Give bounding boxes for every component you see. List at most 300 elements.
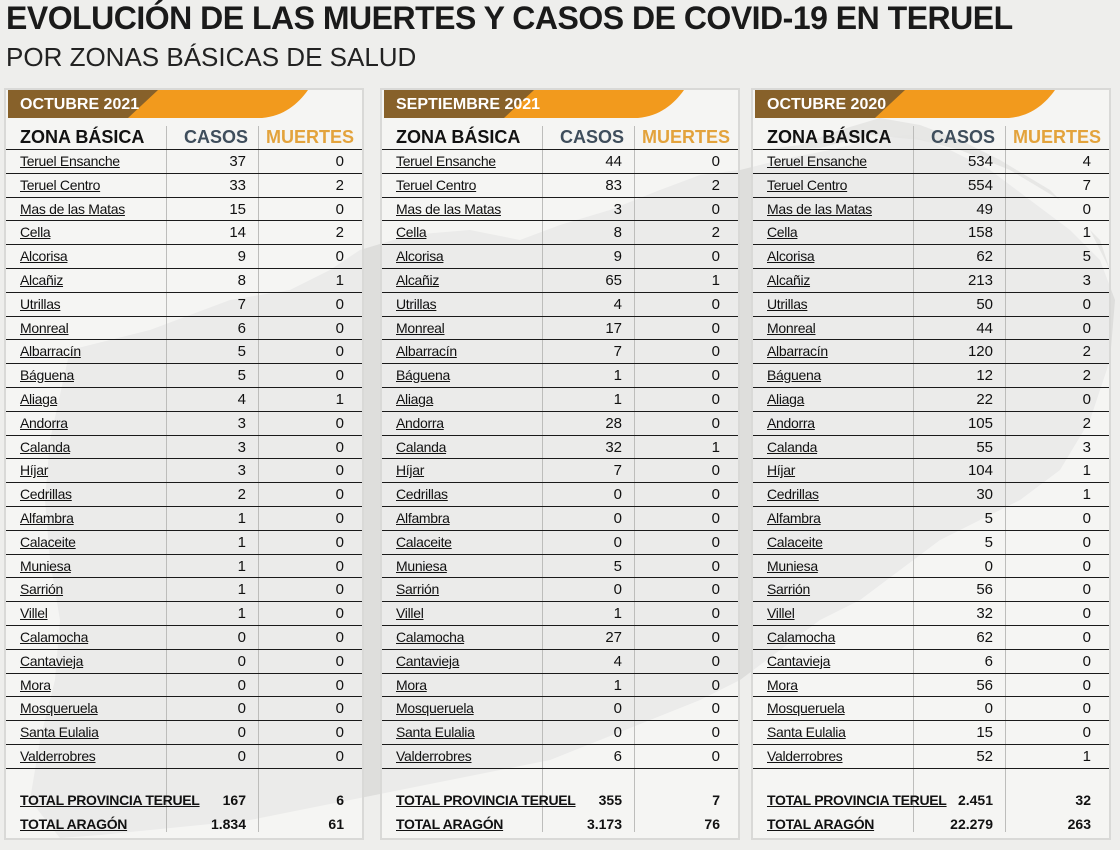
table-panel-inner	[6, 90, 362, 838]
total-casos: 355	[598, 792, 622, 808]
total-muertes: 6	[336, 792, 344, 808]
casos-value: 8	[237, 271, 246, 289]
zona-name: Andorra	[20, 414, 68, 431]
table-row	[753, 149, 1109, 173]
table-row	[6, 625, 362, 649]
zona-name: Cedrillas	[396, 486, 448, 503]
casos-value: 50	[976, 295, 993, 313]
zona-name: Aliaga	[767, 390, 805, 407]
muertes-value: 0	[711, 628, 720, 646]
casos-value: 104	[967, 462, 993, 480]
total-muertes: 61	[328, 816, 344, 832]
zona-name: Albarracín	[396, 343, 457, 360]
muertes-value: 0	[1082, 390, 1091, 408]
muertes-value: 0	[335, 747, 344, 765]
muertes-value: 0	[711, 343, 720, 361]
table-row	[753, 268, 1109, 292]
table-row	[6, 435, 362, 459]
casos-value: 0	[613, 509, 622, 527]
casos-value: 8	[613, 224, 622, 242]
casos-value: 0	[613, 581, 622, 599]
zona-name: Híjar	[767, 462, 796, 479]
casos-value: 5	[984, 509, 993, 527]
table-row	[753, 387, 1109, 411]
table-row	[382, 482, 738, 506]
zona-name: Mosqueruela	[396, 700, 474, 717]
zona-name: Alcorisa	[767, 248, 815, 265]
casos-value: 33	[229, 176, 246, 194]
table-row	[382, 530, 738, 554]
muertes-value: 2	[1082, 367, 1091, 385]
table-panel-1	[380, 88, 740, 840]
zona-name: Sarrión	[767, 581, 811, 598]
table-panel-0	[4, 88, 364, 840]
table-rows	[753, 149, 1109, 768]
casos-value: 534	[967, 153, 993, 170]
total-aragon-row	[753, 816, 1109, 838]
muertes-value: 2	[335, 224, 344, 242]
casos-value: 65	[605, 271, 622, 289]
period-banner	[8, 90, 308, 118]
muertes-value: 5	[1082, 248, 1091, 266]
total-casos: 167	[222, 792, 246, 808]
muertes-value: 0	[1082, 319, 1091, 337]
casos-value: 1	[613, 676, 622, 694]
casos-value: 12	[976, 367, 993, 385]
total-label: TOTAL PROVINCIA TERUEL	[20, 792, 200, 808]
table-row	[753, 363, 1109, 387]
muertes-value: 0	[711, 700, 720, 718]
muertes-value: 0	[335, 581, 344, 599]
casos-value: 7	[613, 343, 622, 361]
total-casos: 3.173	[586, 816, 622, 832]
muertes-value: 0	[335, 605, 344, 623]
casos-value: 14	[229, 224, 246, 242]
muertes-value: 0	[335, 438, 344, 456]
table-row	[753, 554, 1109, 578]
casos-value: 32	[605, 438, 622, 456]
casos-value: 1	[237, 509, 246, 527]
casos-value: 1	[613, 390, 622, 408]
table-row	[753, 506, 1109, 530]
muertes-value: 1	[335, 271, 344, 289]
rows-bottom-line	[753, 768, 1109, 769]
table-row	[6, 720, 362, 744]
zona-name: Valderrobres	[20, 747, 96, 764]
muertes-value: 0	[711, 390, 720, 408]
table-row	[382, 387, 738, 411]
muertes-value: 0	[711, 295, 720, 313]
header-muertes: MUERTES	[1013, 127, 1102, 147]
muertes-value: 4	[1082, 153, 1091, 170]
zona-name: Santa Eulalia	[20, 724, 99, 741]
casos-value: 32	[976, 605, 993, 623]
zona-name: Alfambra	[396, 509, 450, 526]
table-row	[6, 149, 362, 173]
table-row	[382, 458, 738, 482]
zona-name: Alcorisa	[396, 248, 444, 265]
table-row	[382, 363, 738, 387]
table-row	[6, 649, 362, 673]
zona-name: Teruel Ensanche	[767, 153, 867, 169]
table-row	[6, 696, 362, 720]
total-aragon-row	[6, 816, 362, 838]
zona-name: Cedrillas	[767, 486, 819, 503]
table-row	[753, 197, 1109, 221]
zona-name: Alcorisa	[20, 248, 68, 265]
muertes-value: 0	[711, 581, 720, 599]
total-provincia-row	[753, 792, 1109, 814]
zona-name: Calanda	[396, 438, 447, 455]
zona-name: Báguena	[767, 367, 821, 384]
table-panel-inner	[753, 90, 1109, 838]
muertes-value: 0	[335, 533, 344, 551]
muertes-value: 0	[711, 747, 720, 765]
muertes-value: 3	[1082, 438, 1091, 456]
muertes-value: 0	[335, 319, 344, 337]
casos-value: 0	[237, 724, 246, 742]
header-casos: CASOS	[184, 127, 249, 147]
table-row	[753, 601, 1109, 625]
casos-value: 1	[613, 605, 622, 623]
table-row	[382, 220, 738, 244]
header-muertes: MUERTES	[642, 127, 731, 147]
zona-name: Calaceite	[396, 533, 452, 550]
zona-name: Mas de las Matas	[20, 200, 125, 217]
muertes-value: 0	[335, 367, 344, 385]
table-row	[6, 530, 362, 554]
muertes-value: 0	[335, 724, 344, 742]
table-row	[753, 435, 1109, 459]
header-zona: ZONA BÁSICA	[767, 127, 892, 147]
zona-name: Alfambra	[20, 509, 74, 526]
muertes-value: 0	[335, 509, 344, 527]
table-row	[6, 744, 362, 768]
casos-value: 105	[967, 414, 993, 432]
casos-value: 9	[237, 248, 246, 266]
casos-value: 17	[605, 319, 622, 337]
muertes-value: 0	[335, 200, 344, 218]
table-row	[382, 577, 738, 601]
muertes-value: 1	[1082, 224, 1091, 242]
table-row	[382, 506, 738, 530]
muertes-value: 1	[711, 438, 720, 456]
casos-value: 62	[976, 628, 993, 646]
zona-name: Cantavieja	[396, 652, 460, 669]
casos-value: 0	[237, 747, 246, 765]
casos-value: 6	[237, 319, 246, 337]
table-row	[382, 720, 738, 744]
zona-name: Teruel Ensanche	[20, 153, 120, 169]
muertes-value: 0	[335, 652, 344, 670]
casos-value: 37	[229, 153, 246, 170]
table-row	[382, 744, 738, 768]
muertes-value: 0	[711, 486, 720, 504]
casos-value: 52	[976, 747, 993, 765]
muertes-value: 2	[335, 176, 344, 194]
casos-value: 9	[613, 248, 622, 266]
table-row	[382, 696, 738, 720]
casos-value: 0	[237, 628, 246, 646]
muertes-value: 0	[711, 605, 720, 623]
zona-name: Mora	[396, 676, 427, 693]
casos-value: 2	[237, 486, 246, 504]
total-casos: 1.834	[210, 816, 246, 832]
zona-name: Monreal	[767, 319, 816, 336]
table-row	[6, 506, 362, 530]
table-row	[753, 649, 1109, 673]
muertes-value: 0	[335, 557, 344, 575]
zona-name: Sarrión	[20, 581, 64, 598]
table-row	[6, 482, 362, 506]
zona-name: Cantavieja	[20, 652, 84, 669]
casos-value: 62	[976, 248, 993, 266]
muertes-value: 0	[711, 319, 720, 337]
casos-value: 0	[613, 724, 622, 742]
zona-name: Cedrillas	[20, 486, 72, 503]
casos-value: 22	[976, 390, 993, 408]
table-row	[753, 625, 1109, 649]
table-row	[6, 173, 362, 197]
muertes-value: 0	[335, 700, 344, 718]
muertes-value: 0	[1082, 700, 1091, 718]
table-row	[6, 601, 362, 625]
zona-name: Monreal	[396, 319, 445, 336]
table-row	[753, 173, 1109, 197]
muertes-value: 0	[335, 414, 344, 432]
muertes-value: 0	[1082, 581, 1091, 599]
table-row	[382, 601, 738, 625]
casos-value: 0	[613, 533, 622, 551]
period-banner	[384, 90, 684, 118]
table-row	[382, 173, 738, 197]
table-row	[6, 268, 362, 292]
zona-name: Muniesa	[396, 557, 447, 574]
table-row	[6, 220, 362, 244]
table-row	[382, 411, 738, 435]
table-row	[382, 673, 738, 697]
zona-name: Alcañiz	[396, 271, 440, 288]
period-label: OCTUBRE 2021	[20, 96, 140, 113]
muertes-value: 0	[711, 676, 720, 694]
muertes-value: 0	[335, 248, 344, 266]
zona-name: Mosqueruela	[20, 700, 98, 717]
casos-value: 554	[967, 176, 993, 194]
table-row	[382, 268, 738, 292]
total-casos: 2.451	[957, 792, 993, 808]
table-row	[382, 649, 738, 673]
table-row	[6, 363, 362, 387]
zona-name: Andorra	[767, 414, 815, 431]
muertes-value: 0	[1082, 724, 1091, 742]
muertes-value: 0	[335, 676, 344, 694]
total-muertes: 32	[1075, 792, 1091, 808]
zona-name: Mas de las Matas	[396, 200, 501, 217]
total-provincia-row	[6, 792, 362, 814]
table-row	[753, 411, 1109, 435]
zona-name: Monreal	[20, 319, 69, 336]
period-banner	[755, 90, 1055, 118]
zona-name: Andorra	[396, 414, 444, 431]
total-muertes: 263	[1067, 816, 1091, 832]
casos-value: 0	[613, 486, 622, 504]
casos-value: 5	[237, 367, 246, 385]
casos-value: 6	[984, 652, 993, 670]
zona-name: Santa Eulalia	[396, 724, 475, 741]
casos-value: 1	[237, 605, 246, 623]
muertes-value: 1	[1082, 462, 1091, 480]
zona-name: Mora	[767, 676, 798, 693]
casos-value: 3	[237, 462, 246, 480]
zona-name: Calamocha	[396, 628, 465, 645]
muertes-value: 1	[1082, 747, 1091, 765]
muertes-value: 0	[711, 367, 720, 385]
table-row	[753, 744, 1109, 768]
muertes-value: 0	[1082, 652, 1091, 670]
zona-name: Albarracín	[767, 343, 828, 360]
muertes-value: 0	[335, 153, 344, 170]
table-rows	[6, 149, 362, 768]
casos-value: 7	[613, 462, 622, 480]
muertes-value: 0	[711, 724, 720, 742]
zona-name: Teruel Centro	[767, 176, 848, 193]
casos-value: 1	[237, 581, 246, 599]
zona-name: Utrillas	[767, 295, 808, 312]
casos-value: 1	[613, 367, 622, 385]
period-label: SEPTIEMBRE 2021	[396, 96, 541, 113]
muertes-value: 0	[711, 652, 720, 670]
table-row	[382, 554, 738, 578]
header-zona: ZONA BÁSICA	[20, 127, 145, 147]
total-label: TOTAL PROVINCIA TERUEL	[767, 792, 947, 808]
muertes-value: 0	[711, 248, 720, 266]
total-label: TOTAL ARAGÓN	[396, 816, 504, 832]
rows-bottom-line	[6, 768, 362, 769]
header-casos: CASOS	[931, 127, 996, 147]
total-label: TOTAL PROVINCIA TERUEL	[396, 792, 576, 808]
muertes-value: 2	[1082, 414, 1091, 432]
zona-name: Utrillas	[396, 295, 437, 312]
casos-value: 3	[237, 414, 246, 432]
casos-value: 3	[613, 200, 622, 218]
table-panel-2	[751, 88, 1111, 840]
table-row	[6, 316, 362, 340]
casos-value: 27	[605, 628, 622, 646]
table-row	[753, 220, 1109, 244]
muertes-value: 0	[711, 509, 720, 527]
zona-name: Calaceite	[767, 533, 823, 550]
header-zona: ZONA BÁSICA	[396, 127, 521, 147]
zona-name: Villel	[20, 605, 48, 622]
muertes-value: 1	[711, 271, 720, 289]
casos-value: 0	[237, 676, 246, 694]
casos-value: 158	[967, 224, 993, 242]
casos-value: 120	[967, 343, 993, 361]
zona-name: Alcañiz	[20, 271, 64, 288]
casos-value: 5	[613, 557, 622, 575]
table-panel-inner	[382, 90, 738, 838]
total-provincia-row	[382, 792, 738, 814]
table-row	[6, 673, 362, 697]
zona-name: Sarrión	[396, 581, 440, 598]
table-row	[6, 554, 362, 578]
table-row	[753, 244, 1109, 268]
zona-name: Cella	[396, 224, 427, 241]
zona-name: Híjar	[396, 462, 425, 479]
casos-value: 30	[976, 486, 993, 504]
total-label: TOTAL ARAGÓN	[767, 816, 875, 832]
table-row	[382, 244, 738, 268]
zona-name: Aliaga	[20, 390, 58, 407]
zona-name: Alcañiz	[767, 271, 811, 288]
zona-name: Cella	[20, 224, 51, 241]
muertes-value: 0	[1082, 676, 1091, 694]
muertes-value: 0	[335, 295, 344, 313]
muertes-value: 0	[1082, 200, 1091, 218]
casos-value: 1	[237, 557, 246, 575]
table-row	[753, 673, 1109, 697]
table-row	[753, 696, 1109, 720]
muertes-value: 0	[335, 462, 344, 480]
total-muertes: 7	[712, 792, 720, 808]
table-row	[382, 435, 738, 459]
zona-name: Villel	[767, 605, 795, 622]
muertes-value: 0	[1082, 557, 1091, 575]
casos-value: 55	[976, 438, 993, 456]
casos-value: 7	[237, 295, 246, 313]
casos-value: 4	[613, 652, 622, 670]
muertes-value: 7	[1082, 176, 1091, 194]
casos-value: 5	[237, 343, 246, 361]
muertes-value: 0	[711, 462, 720, 480]
muertes-value: 0	[1082, 533, 1091, 551]
muertes-value: 2	[1082, 343, 1091, 361]
casos-value: 28	[605, 414, 622, 432]
zona-name: Albarracín	[20, 343, 81, 360]
zona-name: Cantavieja	[767, 652, 831, 669]
zona-name: Alfambra	[767, 509, 821, 526]
table-row	[382, 625, 738, 649]
casos-value: 3	[237, 438, 246, 456]
table-rows	[382, 149, 738, 768]
total-muertes: 76	[704, 816, 720, 832]
table-row	[6, 244, 362, 268]
table-row	[6, 458, 362, 482]
page-title: EVOLUCIÓN DE LAS MUERTES Y CASOS DE COVID-19 EN TERUEL	[6, 0, 1013, 36]
casos-value: 0	[237, 700, 246, 718]
table-row	[753, 458, 1109, 482]
table-row	[6, 197, 362, 221]
table-row	[753, 530, 1109, 554]
muertes-value: 0	[1082, 509, 1091, 527]
muertes-value: 0	[335, 486, 344, 504]
zona-name: Calaceite	[20, 533, 76, 550]
header-casos: CASOS	[560, 127, 625, 147]
casos-value: 0	[237, 652, 246, 670]
zona-name: Calamocha	[20, 628, 89, 645]
zona-name: Mosqueruela	[767, 700, 845, 717]
table-row	[753, 316, 1109, 340]
muertes-value: 0	[711, 153, 720, 170]
zona-name: Muniesa	[20, 557, 71, 574]
casos-value: 15	[976, 724, 993, 742]
zona-name: Muniesa	[767, 557, 818, 574]
zona-name: Utrillas	[20, 295, 61, 312]
casos-value: 83	[605, 176, 622, 194]
casos-value: 6	[613, 747, 622, 765]
zona-name: Teruel Centro	[396, 176, 477, 193]
muertes-value: 0	[1082, 628, 1091, 646]
